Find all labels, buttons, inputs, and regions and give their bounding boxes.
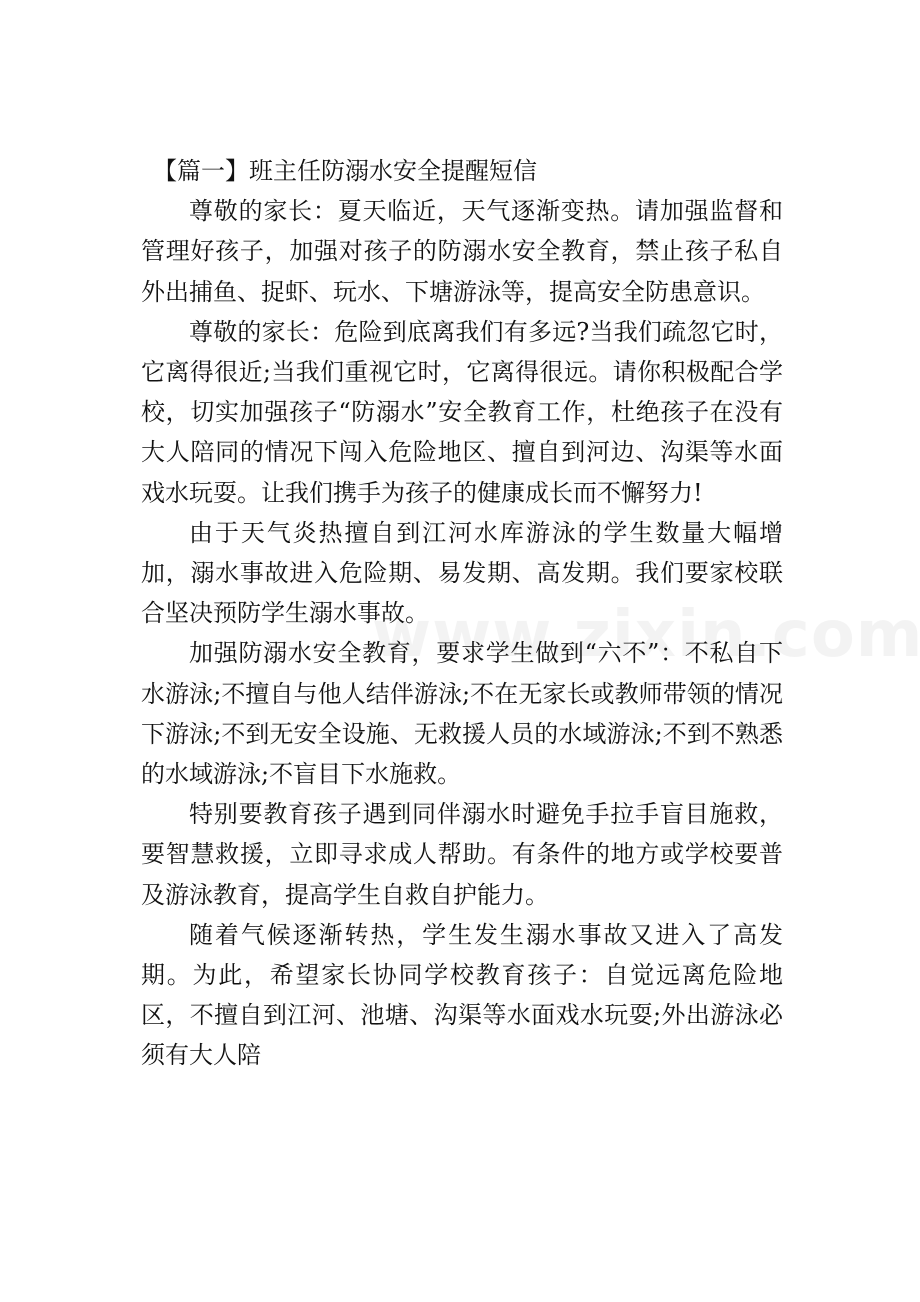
paragraph-1: 尊敬的家长：夏天临近，天气逐渐变热。请加强监督和管理好孩子，加强对孩子的防溺水安全教育，禁止孩子私自外出捕鱼、捉虾、玩水、下塘游泳等，提高安全防患意识。 <box>141 197 783 306</box>
paragraph-2: 尊敬的家长：危险到底离我们有多远?当我们疏忽它时，它离得很近;当我们重视它时，它离得很远。请你积极配合学校，切实加强孩子“防溺水”安全教育工作，杜绝孩子在没有大人陪同的情况下闯入危险地区、擅自到河边、沟渠等水面戏水玩耍。让我们携手为孩子的健康成长而不懈努力! <box>141 317 783 507</box>
paragraph-3: 由于天气炎热擅自到江河水库游泳的学生数量大幅增加，溺水事故进入危险期、易发期、高发期。我们要家校联合坚决预防学生溺水事故。 <box>141 518 783 628</box>
paragraph-5: 特别要教育孩子遇到同伴溺水时避免手拉手盲目施救，要智慧救援，立即寻求成人帮助。有条件的地方或学校要普及游泳教育，提高学生自救自护能力。 <box>141 800 783 909</box>
document-body <box>141 151 783 1076</box>
paragraph-4: 加强防溺水安全教育，要求学生做到“六不”：不私自下水游泳;不擅自与他人结伴游泳;不在无家长或教师带领的情况下游泳;不到无安全设施、无救援人员的水域游泳;不到不熟悉的水域游泳;不盲目下水施救。 <box>141 639 783 789</box>
paragraph-6: 随着气候逐渐转热，学生发生溺水事故又进入了高发期。为此，希望家长协同学校教育孩子：自觉远离危险地区，不擅自到江河、池塘、沟渠等水面戏水玩耍;外出游泳必须有大人陪 <box>141 920 783 1070</box>
section-title: 【篇一】班主任防溺水安全提醒短信 <box>153 157 537 185</box>
